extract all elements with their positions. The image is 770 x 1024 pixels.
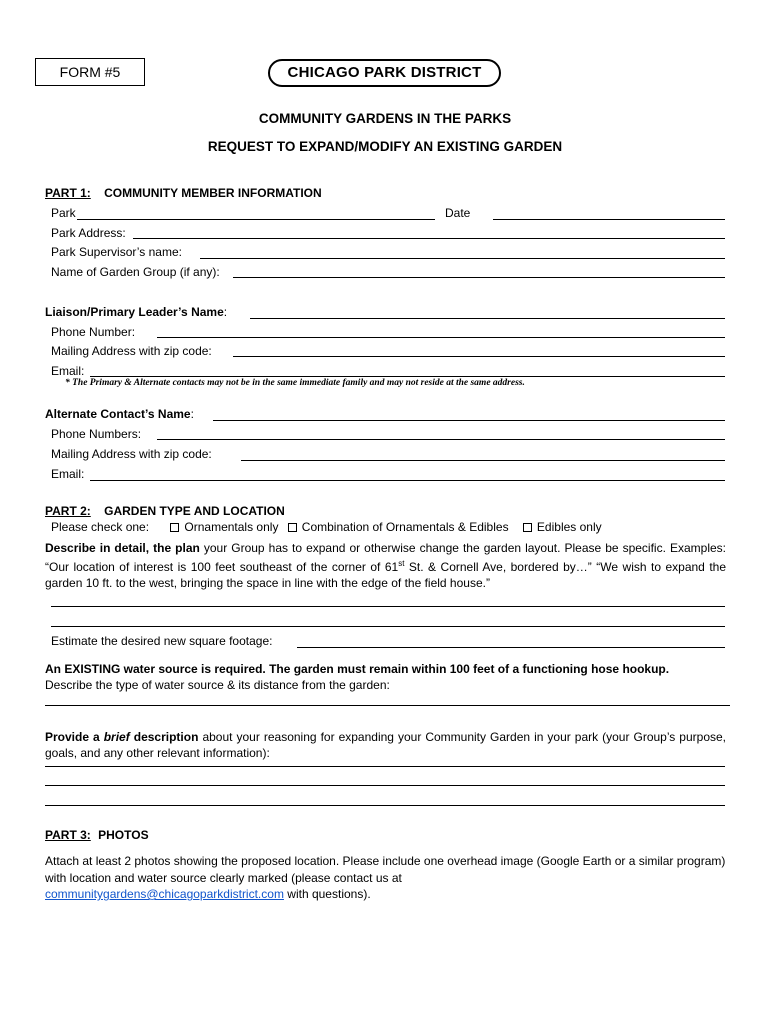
liaison-email-field[interactable] [90,376,725,377]
part3-heading [45,828,149,842]
alternate-mailing-field[interactable] [241,460,725,461]
water-requirement: An EXISTING water source is required. The garden must remain within 100 feet of a functioning hose hookup. [45,662,670,676]
garden-group-label: Name of Garden Group (if any): [51,265,220,279]
park-address-field[interactable] [133,238,725,239]
part3-title: PHOTOS [98,828,149,842]
option-edibles-label: Edibles only [536,520,602,534]
option-combination-label: Combination of Ornamentals & Edibles [301,520,509,534]
liaison-mailing-field[interactable] [233,356,725,357]
liaison-colon: : [223,305,228,319]
date-label: Date [445,206,471,220]
alternate-name-label [45,407,194,421]
reason-paragraph [45,729,726,761]
water-describe-label: Describe the type of water source & its distance from the garden: [45,678,390,692]
park-address-label: Park Address: [51,226,126,240]
alternate-colon: : [190,407,194,421]
checkbox-icon[interactable] [170,523,179,532]
liaison-name-field[interactable] [250,318,725,319]
liaison-phone-label: Phone Number: [51,325,136,339]
alternate-mailing-label: Mailing Address with zip code: [51,447,212,461]
checkbox-icon[interactable] [288,523,297,532]
part2-heading [45,504,285,518]
contact-email-link[interactable]: communitygardens@chicagoparkdistrict.com [45,887,284,901]
option-combination[interactable] [288,520,509,534]
garden-group-field[interactable] [233,277,725,278]
liaison-mailing-label: Mailing Address with zip code: [51,344,212,358]
chicago-park-district-logo: CHICAGO PARK DISTRICT [268,59,501,87]
check-prompt: Please check one: [51,520,150,534]
contacts-note: * The Primary & Alternate contacts may not be in the same immediate family and may not reside at the same address. [65,378,525,388]
part3-label: PART 3: [45,828,91,842]
alternate-email-label: Email: [51,467,85,481]
reason-line-1[interactable] [45,766,725,767]
alternate-phone-label: Phone Numbers: [51,427,142,441]
part1-label: PART 1: [45,186,91,200]
part1-heading [45,186,322,200]
reason-italic: brief [103,730,130,744]
plan-line-1[interactable] [51,606,725,607]
liaison-name-label [45,305,227,319]
title-line-2: REQUEST TO EXPAND/MODIFY AN EXISTING GARDEN [207,139,563,154]
plan-line-2[interactable] [51,626,725,627]
reason-text: about your reasoning for expanding your Community Garden in your park (your Group’s purpose, goals, and any other relevant information): [45,730,727,760]
liaison-phone-field[interactable] [157,337,725,338]
park-field[interactable] [77,219,435,220]
alternate-email-field[interactable] [90,480,725,481]
title-line-1: COMMUNITY GARDENS IN THE PARKS [258,111,512,126]
liaison-email-label: Email: [51,364,85,378]
alternate-name-field[interactable] [213,420,725,421]
liaison-name-label-text: Liaison/Primary Leader’s Name [45,305,224,319]
photos-text-end: with questions). [283,887,371,901]
water-source-field[interactable] [45,705,730,706]
checkbox-icon[interactable] [523,523,532,532]
alternate-phone-field[interactable] [157,439,725,440]
option-ornamentals-label: Ornamentals only [184,520,279,534]
park-supervisor-field[interactable] [200,258,725,259]
photos-paragraph [45,853,726,903]
date-field[interactable] [493,219,725,220]
describe-sup: st [398,559,405,568]
describe-bold: Describe in detail, the plan [45,541,200,555]
form-number-box: FORM #5 [35,58,145,86]
park-label: Park [51,206,76,220]
describe-text-1: your Group has to expand or otherwise change the garden layout. Please be specific. Examples: “Our location of interest is 100 feet southeast of the corner of 61 [45,541,726,574]
sq-footage-label: Estimate the desired new square footage: [51,634,273,648]
part2-title: GARDEN TYPE AND LOCATION [104,504,285,518]
option-ornamentals[interactable] [170,520,278,534]
park-supervisor-label: Park Supervisor’s name: [51,245,182,259]
reason-pre: Provide a [45,730,104,744]
describe-text-2: St. & Cornell Ave, bordered by…” “We wish to expand the garden 10 ft. to the west, bringing the space in line with the edge of the field house.” [45,560,727,590]
part1-title: COMMUNITY MEMBER INFORMATION [104,186,322,200]
part2-label: PART 2: [45,504,91,518]
sq-footage-field[interactable] [297,647,725,648]
reason-line-3[interactable] [45,805,725,806]
option-edibles[interactable] [523,520,602,534]
garden-type-row [51,520,602,534]
reason-line-2[interactable] [45,785,725,786]
describe-plan-paragraph [45,540,726,591]
alternate-name-label-text: Alternate Contact’s Name [45,407,191,421]
photos-text: Attach at least 2 photos showing the proposed location. Please include one overhead image (Google Earth or a similar program) with location and water source clearly marked (please contact us at [45,854,726,885]
reason-bold: description [129,730,199,744]
